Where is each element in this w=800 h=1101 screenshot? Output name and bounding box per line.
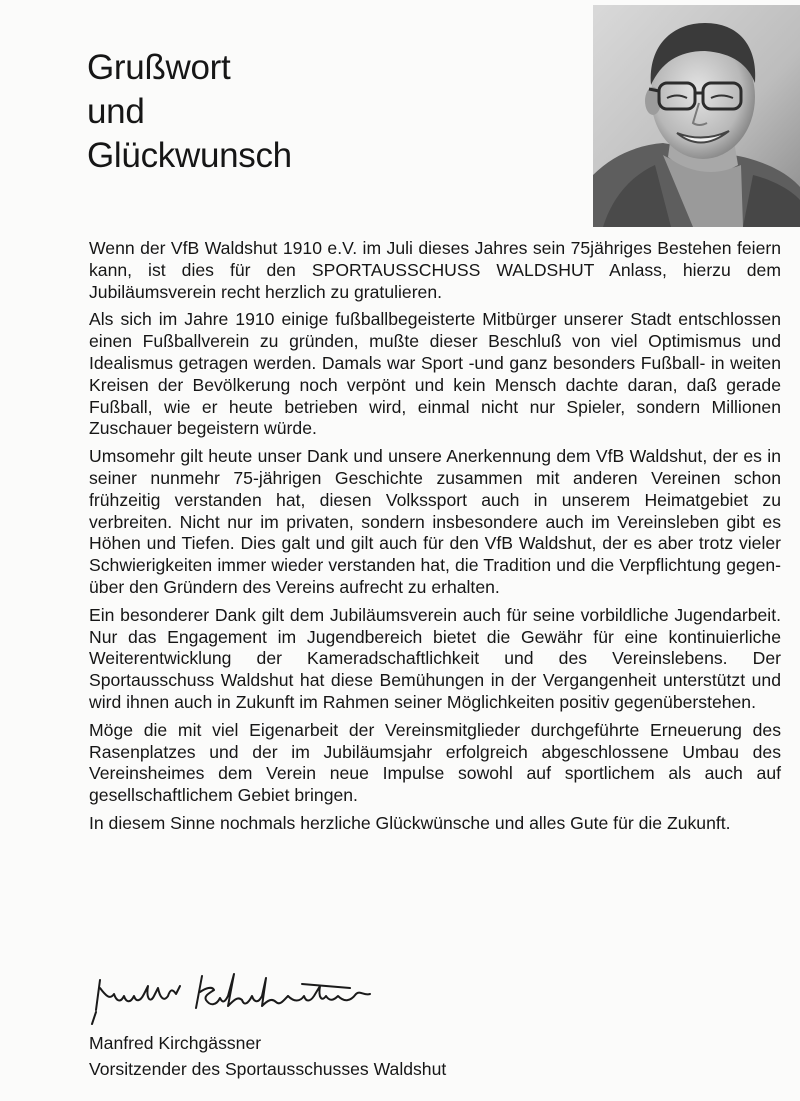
title-line-1: Grußwort [87,48,231,87]
signatory-role: Vorsitzender des Sportausschusses Waldshut [89,1059,447,1079]
paragraph: Umsomehr gilt heute unser Dank und unsere Anerkennung dem VfB Waldshut, der es in seiner nunmehr 75-jährigen Geschichte zusammen mit anderen Vereinen schon frühzeitig verstanden hat, diesen Volkssport auch in unserem Heimatgebiet zu verbreiten. Nicht nur im privaten, sondern insbesondere auch im Vereinsleben gibt es Höhen und Tiefen. Dies galt und gilt auch für den VfB Waldshut, der es aber trotz vieler Schwierigkeiten immer wieder verstanden hat, die Tradition und die Verpflichtung gegenüber den Gründern des Vereins aufrecht zu erhalten. [89,446,781,597]
page-title [87,46,292,178]
signatory-name: Manfred Kirchgässner [89,1033,262,1053]
paragraph: Wenn der VfB Waldshut 1910 e.V. im Juli dieses Jahres sein 75jähriges Bestehen feiern kann, ist dies für den SPORTAUSSCHUSS WALDSHUT Anlass, hierzu dem Jubiläumsverein recht herzlich zu gratulieren. [89,238,781,302]
handwritten-signature-icon [88,966,388,1031]
paragraph: In diesem Sinne nochmals herzliche Glückwünsche und alles Gute für die Zukunft. [89,812,731,833]
paragraph: Möge die mit viel Eigenarbeit der Vereinsmitglieder durchgeführte Erneuerung des Rasenplatzes und der im Jubiläumsjahr erfolgreich abgeschlossene Umbau des Vereinsheimes dem Verein neue Impulse sowohl auf sportlichem als auch auf gesellschaftlichem Gebiet bringen. [89,719,781,806]
letter-body [89,238,781,835]
title-line-2: und [87,92,145,131]
title-line-3: Glückwunsch [87,136,292,175]
portrait-photo-icon [593,5,800,227]
paragraph: Ein besonderer Dank gilt dem Jubiläumsverein auch für seine vorbildliche Jugendarbeit. Nur das Engagement im Jugendbereich bietet die Gewähr für eine kontinuierliche Weiterentwicklung der Kameradschaftlichkeit und des Vereinslebens. Der Sportausschuss Waldshut hat diese Bemühungen in der Vergangenheit unterstützt und wird ihnen auch in Zukunft im Rahmen seiner Möglichkeiten positiv gegenüberstehen. [89,604,781,712]
paragraph: Als sich im Jahre 1910 einige fußballbegeisterte Mitbürger unserer Stadt entschlossen einen Fußballverein zu gründen, mußte dieser Beschluß von viel Optimismus und Idealismus getragen werden. Damals war Sport -und ganz besonders Fußball- in weiten Kreisen der Bevölkerung noch verpönt und kein Mensch dachte daran, daß gerade Fußball, wie er heute betrieben wird, einmal nicht nur Spieler, sondern Millionen Zuschauer begeistern würde. [89,309,781,439]
